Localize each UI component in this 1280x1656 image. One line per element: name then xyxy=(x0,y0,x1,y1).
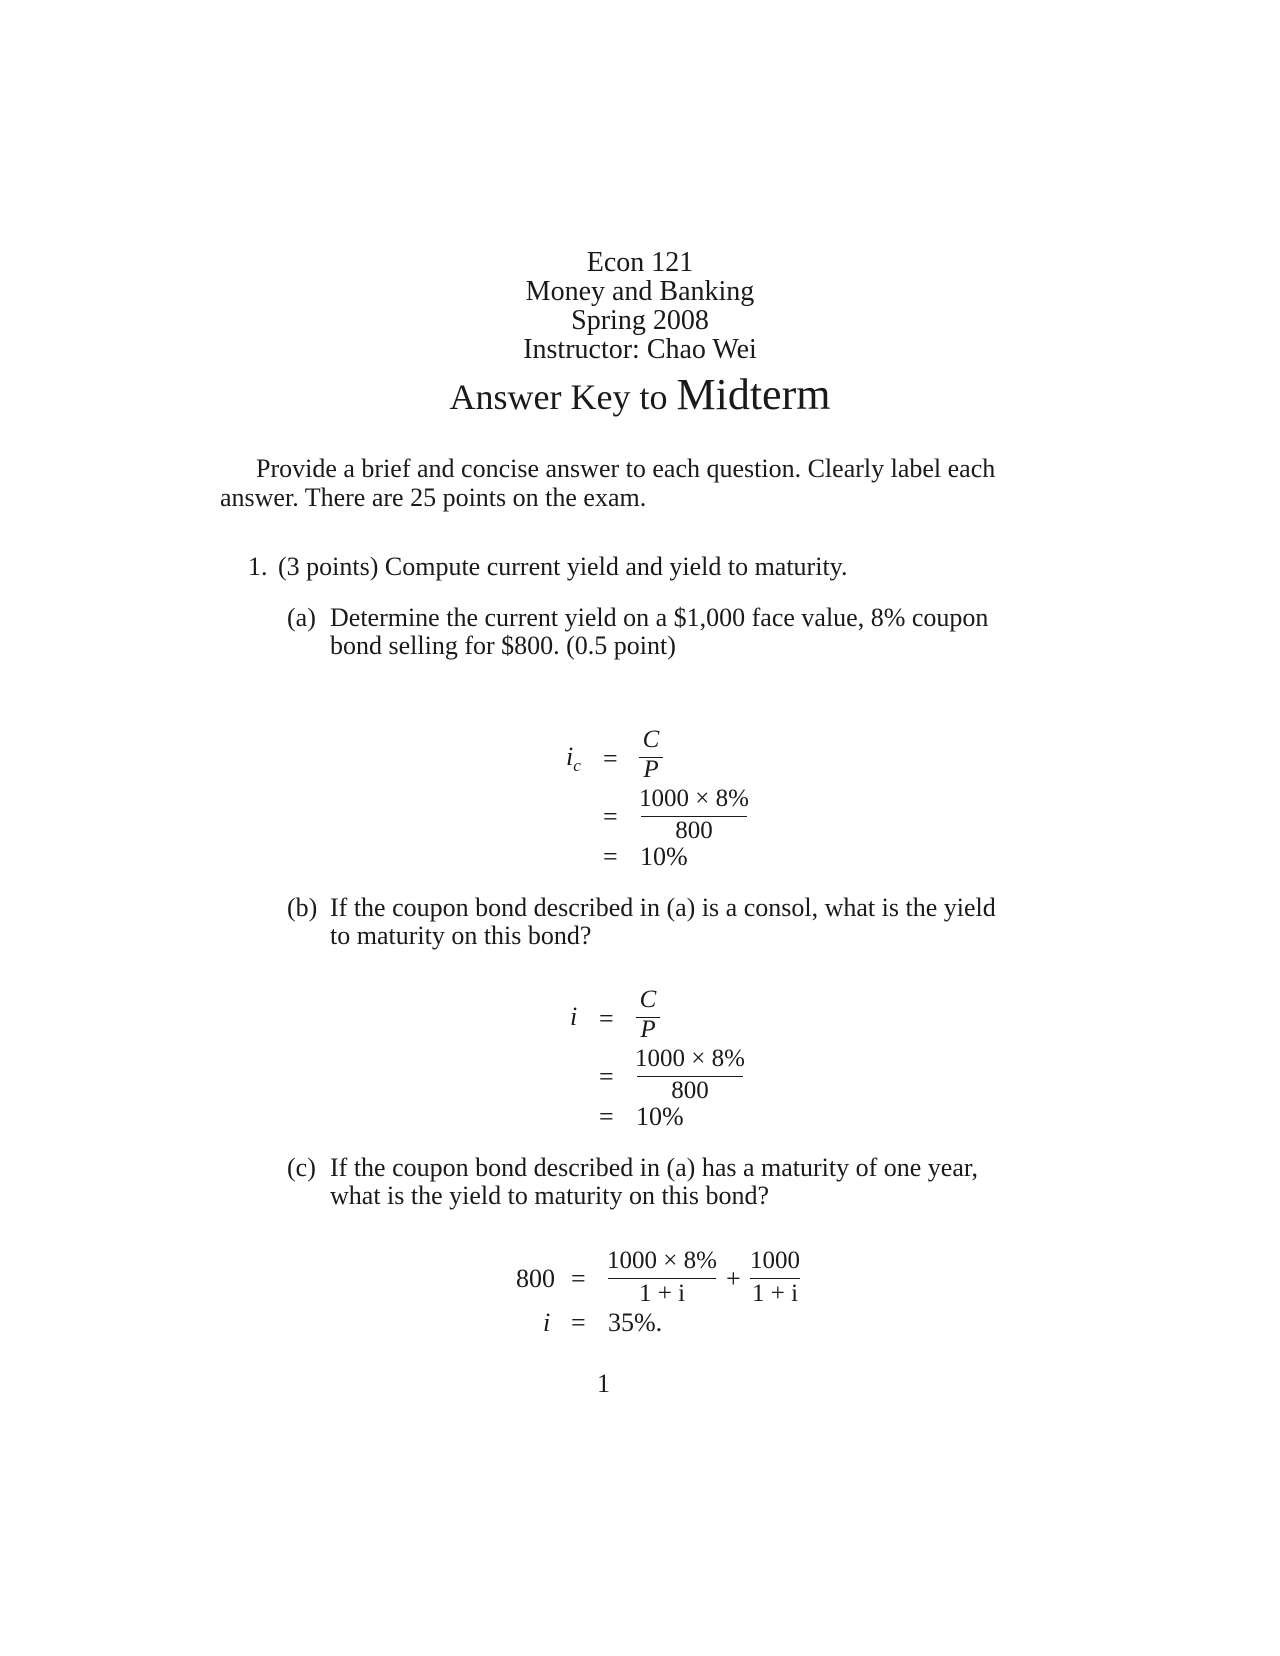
page-title xyxy=(0,370,1280,419)
question-1-number: 1. xyxy=(248,552,268,581)
title-emphasis: Midterm xyxy=(676,370,831,419)
part-a-line-1: Determine the current yield on a $1,000 face value, 8% coupon xyxy=(330,603,989,632)
eq-a-result: 10% xyxy=(640,842,688,871)
part-b-line-2: to maturity on this bond? xyxy=(330,921,592,950)
eq-a-equals-2: = xyxy=(603,802,618,831)
instructions-line-2: answer. There are 25 points on the exam. xyxy=(220,483,647,512)
eq-c-num-2: 1000 xyxy=(750,1247,800,1274)
course-title: Econ 121 xyxy=(586,247,694,278)
part-a-line-2: bond selling for $800. (0.5 point) xyxy=(330,631,676,660)
instructions-line-1: Provide a brief and concise answer to each question. Clearly label each xyxy=(256,454,996,483)
eq-c-num-1: 1000 × 8% xyxy=(607,1247,717,1274)
part-c-label: (c) xyxy=(287,1153,316,1182)
eq-c-equals-2: = xyxy=(571,1308,586,1337)
eq-b-lhs: i xyxy=(570,1002,578,1031)
eq-c-den-1: 1 + i xyxy=(638,1280,686,1307)
eq-c-lhs-1: 800 xyxy=(516,1264,555,1293)
eq-a-lhs-sub: c xyxy=(573,756,581,775)
part-c-line-2: what is the yield to maturity on this bond? xyxy=(330,1181,770,1210)
eq-a-lhs-var: i xyxy=(566,742,574,771)
eq-c-den-2: 1 + i xyxy=(751,1280,799,1307)
eq-c-fraction-bar-2 xyxy=(750,1278,800,1279)
eq-b-num-1: C xyxy=(639,986,657,1013)
eq-c-equals-1: = xyxy=(571,1264,586,1293)
eq-c-plus: + xyxy=(726,1264,741,1293)
eq-b-equals-2: = xyxy=(599,1062,614,1091)
eq-a-equals-1: = xyxy=(603,744,618,773)
page-number: 1 xyxy=(597,1369,610,1398)
eq-b-den-2: 800 xyxy=(671,1077,709,1104)
eq-a-lhs xyxy=(566,742,581,775)
eq-a-den-2: 800 xyxy=(675,817,713,844)
question-1-text: (3 points) Compute current yield and yield to maturity. xyxy=(278,552,848,581)
eq-c-lhs-2: i xyxy=(543,1308,551,1337)
course-instructor: Instructor: Chao Wei xyxy=(523,334,757,365)
eq-b-equals-1: = xyxy=(599,1004,614,1033)
part-a-label: (a) xyxy=(287,603,316,632)
eq-b-num-2: 1000 × 8% xyxy=(635,1045,745,1072)
eq-b-result: 10% xyxy=(636,1102,684,1131)
course-term: Spring 2008 xyxy=(571,305,709,336)
part-c-line-1: If the coupon bond described in (a) has a maturity of one year, xyxy=(330,1153,979,1182)
eq-a-num-2: 1000 × 8% xyxy=(639,785,749,812)
eq-a-num-1: C xyxy=(642,726,660,753)
eq-c-fraction-bar-1 xyxy=(608,1278,716,1279)
part-b-label: (b) xyxy=(287,893,318,922)
part-b-line-1: If the coupon bond described in (a) is a consol, what is the yield xyxy=(330,893,996,922)
eq-b-equals-3: = xyxy=(599,1102,614,1131)
course-subject: Money and Banking xyxy=(525,276,755,307)
eq-b-den-1: P xyxy=(640,1016,656,1043)
eq-a-den-1: P xyxy=(643,756,659,783)
eq-a-equals-3: = xyxy=(603,842,618,871)
title-prefix: Answer Key to xyxy=(449,377,668,417)
eq-c-result: 35%. xyxy=(608,1308,663,1337)
